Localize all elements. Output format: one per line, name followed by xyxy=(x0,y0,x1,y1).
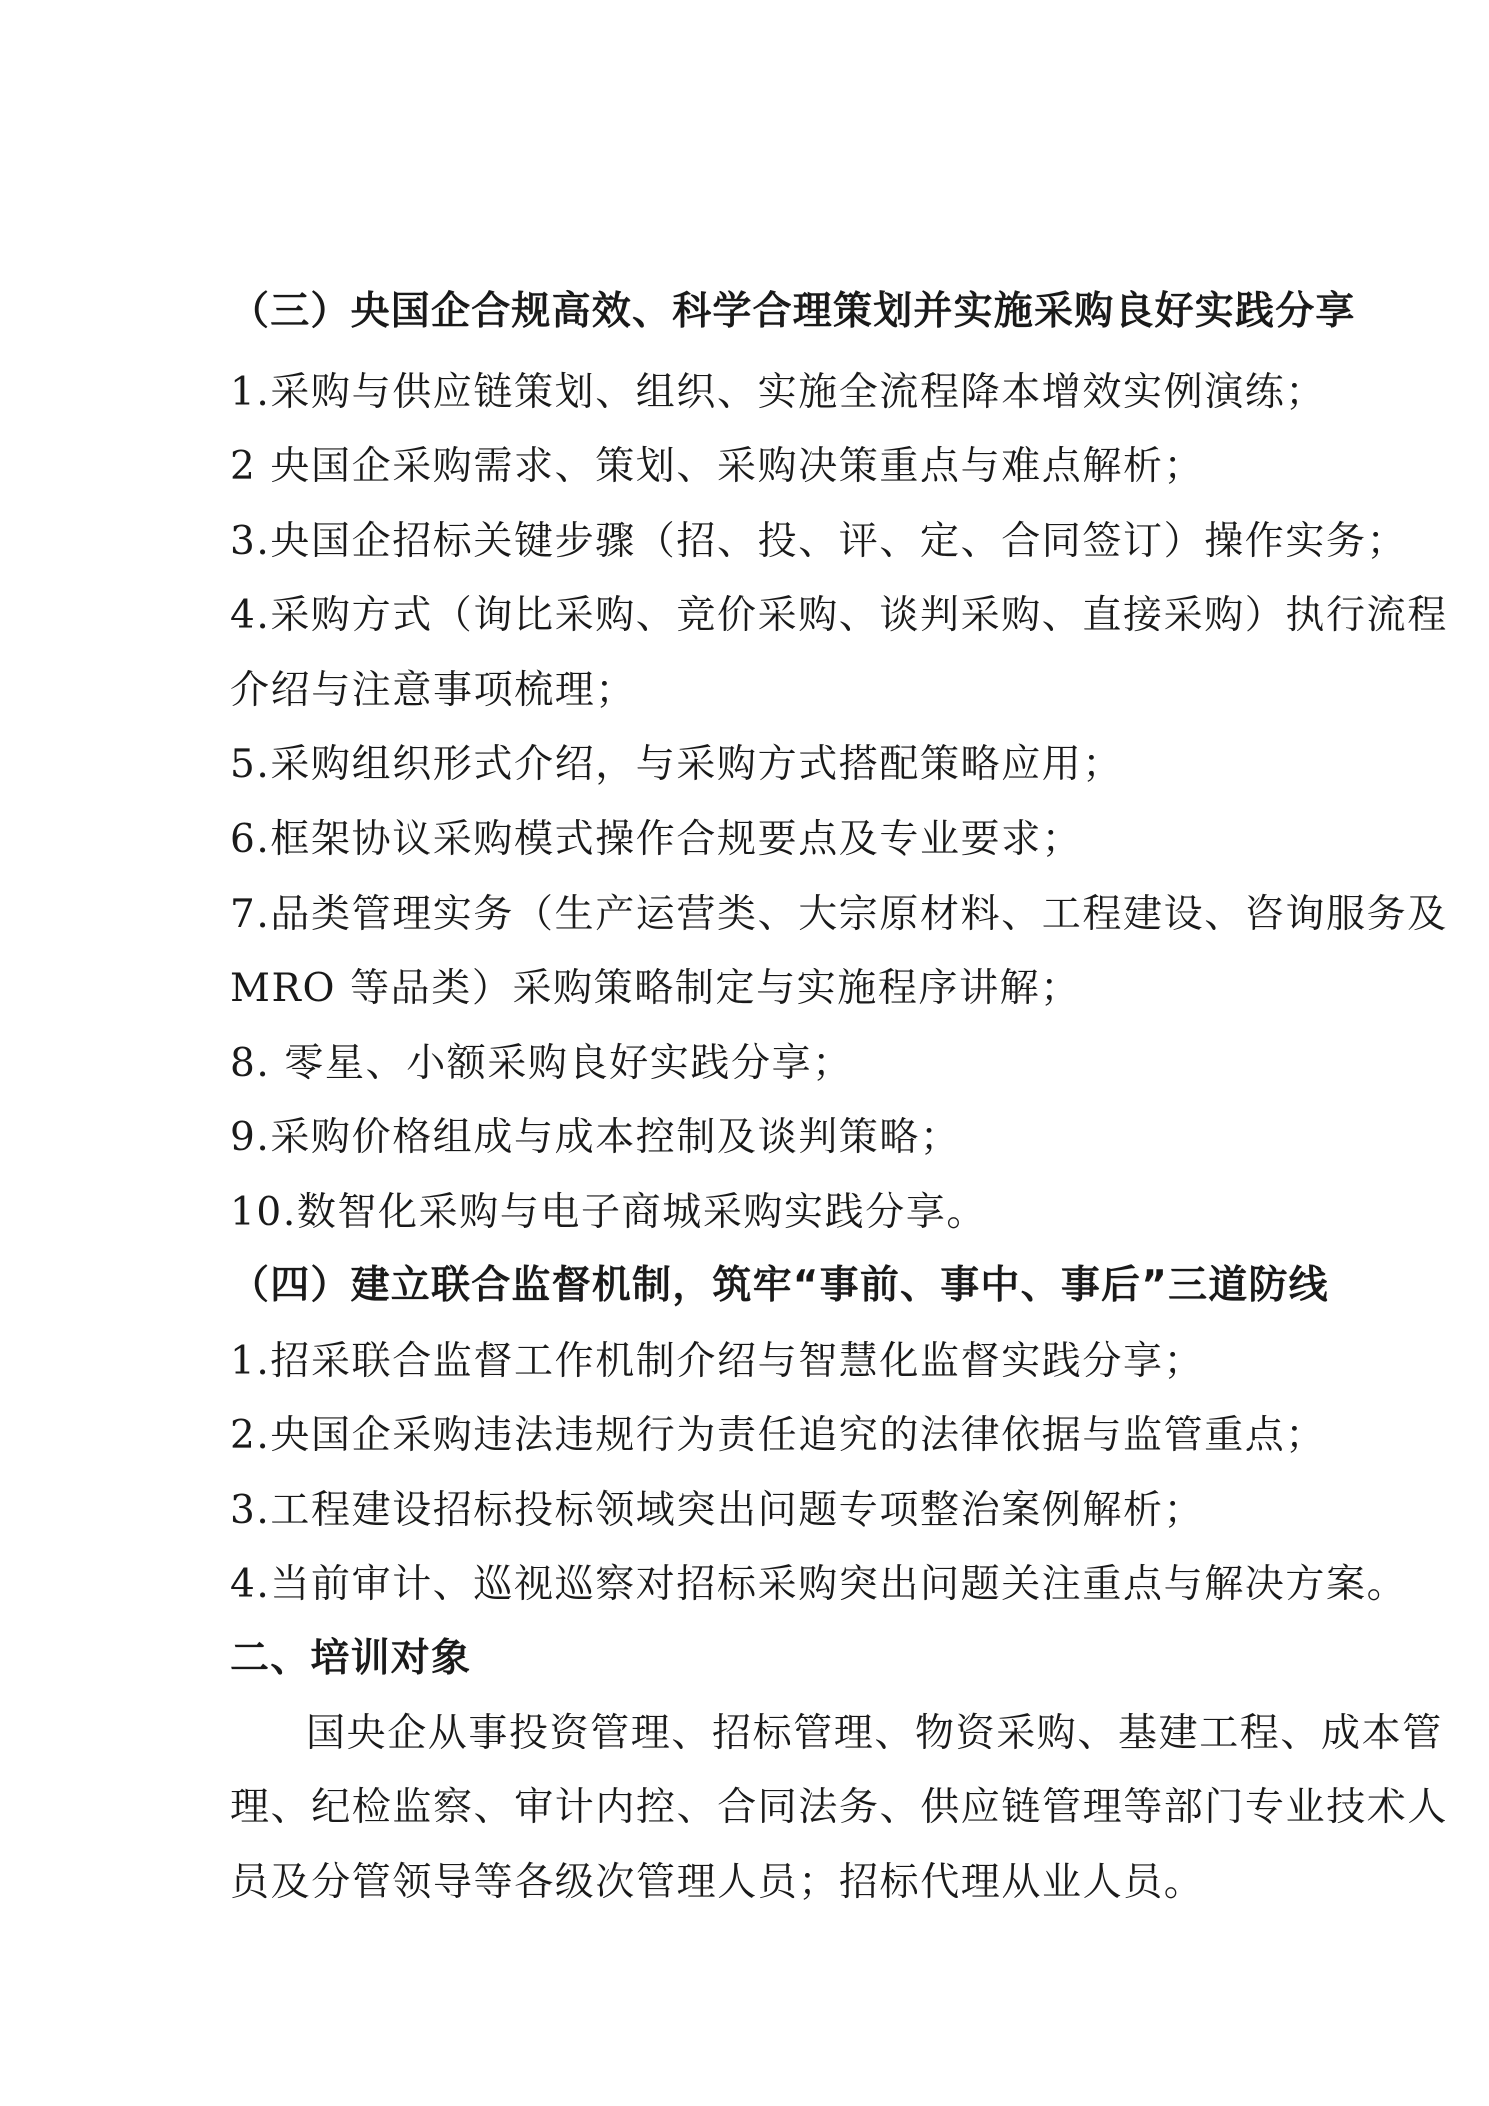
section-4-item-2: 2.央国企采购违法违规行为责任追究的法律依据与监管重点； xyxy=(230,1413,1327,1458)
section-3-item-8: 8. 零星、小额采购良好实践分享； xyxy=(230,1041,853,1086)
part-2-paragraph-line-3: 员及分管领导等各级次管理人员；招标代理从业人员。 xyxy=(230,1860,1205,1905)
part-2-heading: 二、培训对象 xyxy=(230,1636,472,1681)
section-3-item-4: 4.采购方式（询比采购、竞价采购、谈判采购、直接采购）执行流程 xyxy=(230,593,1448,638)
section-4-item-4: 4.当前审计、巡视巡察对招标采购突出问题关注重点与解决方案。 xyxy=(230,1562,1408,1607)
section-3-item-7-cont: MRO 等品类）采购策略制定与实施程序讲解； xyxy=(230,966,1081,1011)
section-3-item-5: 5.采购组织形式介绍，与采购方式搭配策略应用； xyxy=(230,742,1124,787)
section-3-heading: （三）央国企合规高效、科学合理策划并实施采购良好实践分享 xyxy=(230,289,1356,334)
section-3-item-10: 10.数智化采购与电子商城采购实践分享。 xyxy=(230,1190,988,1235)
section-3-item-6: 6.框架协议采购模式操作合规要点及专业要求； xyxy=(230,817,1083,862)
section-4-heading: （四）建立联合监督机制，筑牢“事前、事中、事后”三道防线 xyxy=(230,1263,1329,1308)
part-2-paragraph-line-2: 理、纪检监察、审计内控、合同法务、供应链管理等部门专业技术人 xyxy=(230,1785,1449,1830)
section-4-item-1: 1.招采联合监督工作机制介绍与智慧化监督实践分享； xyxy=(230,1339,1205,1384)
section-3-item-7: 7.品类管理实务（生产运营类、大宗原材料、工程建设、咨询服务及 xyxy=(230,892,1448,937)
section-3-item-1: 1.采购与供应链策划、组织、实施全流程降本增效实例演练； xyxy=(230,370,1327,415)
section-3-item-9: 9.采购价格组成与成本控制及谈判策略； xyxy=(230,1115,961,1160)
section-3-item-4-cont: 介绍与注意事项梳理； xyxy=(230,668,637,713)
section-3-item-3: 3.央国企招标关键步骤（招、投、评、定、合同签订）操作实务； xyxy=(230,519,1408,564)
part-2-paragraph-line-1: 国央企从事投资管理、招标管理、物资采购、基建工程、成本管 xyxy=(306,1711,1443,1756)
section-4-item-3: 3.工程建设招标投标领域突出问题专项整治案例解析； xyxy=(230,1488,1205,1533)
section-3-item-2: 2 央国企采购需求、策划、采购决策重点与难点解析； xyxy=(230,444,1205,489)
